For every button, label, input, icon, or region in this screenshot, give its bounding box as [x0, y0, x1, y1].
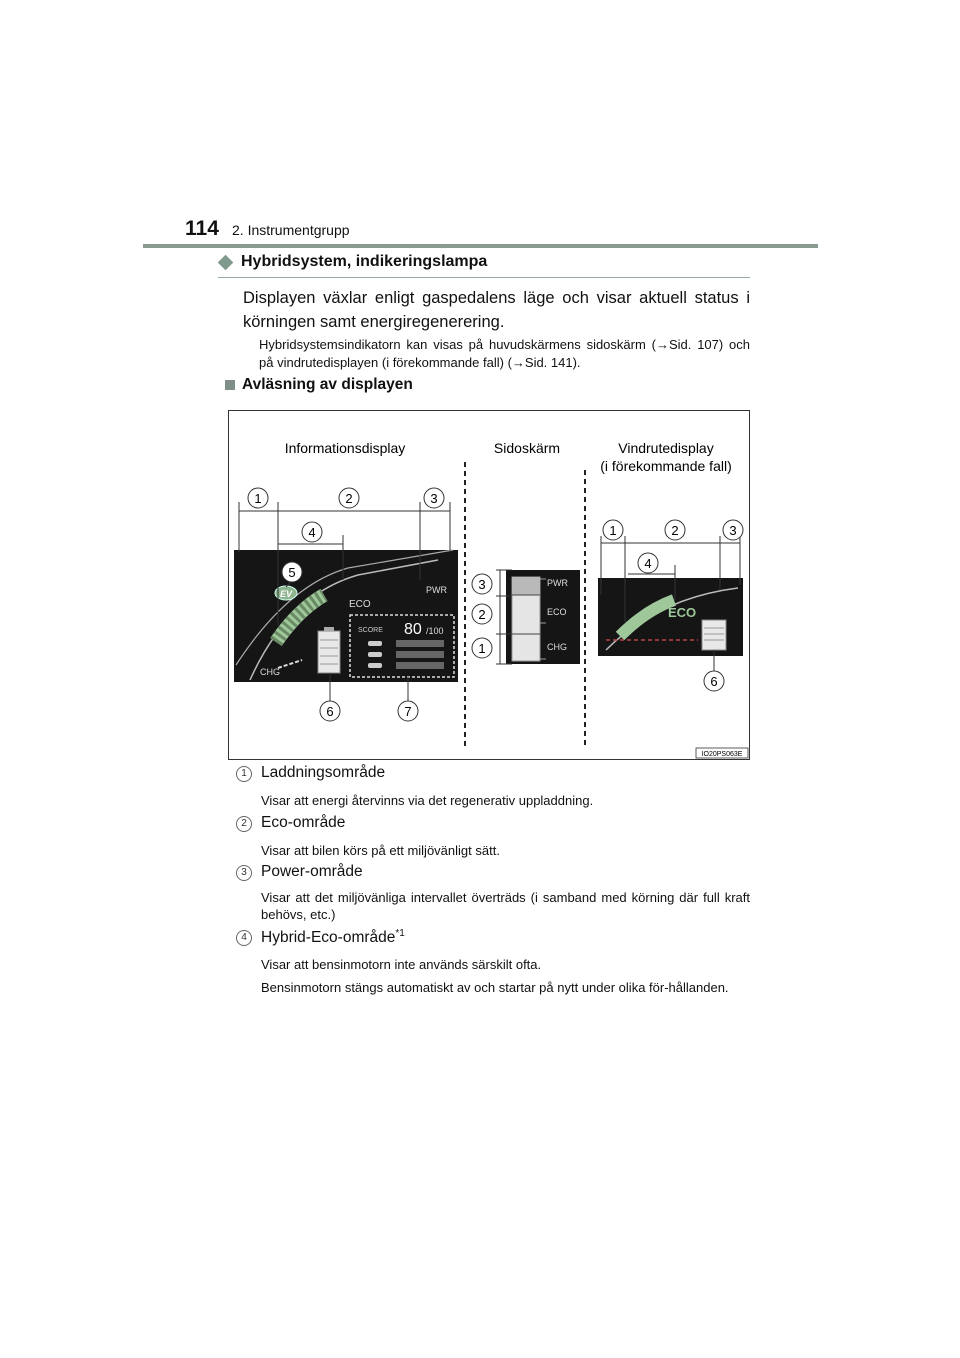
- item-title: Eco-område: [261, 814, 346, 831]
- callout-1-hud: [603, 520, 623, 540]
- item-number-badge: 1: [236, 766, 252, 782]
- svg-text:6: 6: [326, 704, 334, 719]
- item-number-badge: 3: [236, 865, 252, 881]
- callout-4-hud: [638, 553, 658, 573]
- svg-text:5: 5: [288, 565, 296, 580]
- hud-panel: [598, 578, 743, 656]
- intro-paragraph: Displayen växlar enligt gaspedalens läge och visar aktuell status i körningen samt energiregenerering.: [243, 289, 750, 331]
- item-description: Visar att bilen körs på ett miljövänligt sätt.: [261, 843, 500, 858]
- caption-side-screen: Sidoskärm: [493, 440, 561, 456]
- svg-text:1: 1: [478, 641, 486, 656]
- chg-label-side: CHG: [547, 642, 567, 652]
- item-number-badge: 2: [236, 816, 252, 832]
- figure-code: IO20PS063E: [701, 751, 743, 758]
- callout-1-info: [248, 488, 268, 508]
- svg-text:4: 4: [644, 556, 652, 571]
- item-title-text: Hybrid-Eco-område: [261, 929, 396, 947]
- callout-3-hud: [723, 520, 743, 540]
- subsection-title: Avläsning av displayen: [242, 376, 413, 393]
- item-description: Visar att bensinmotorn inte används särskilt ofta.: [261, 957, 542, 972]
- hybrid-indicator-figure: [228, 410, 750, 760]
- callout-2-info: [339, 488, 359, 508]
- callout-2-side: [472, 604, 492, 624]
- svg-text:7: 7: [404, 704, 412, 719]
- svg-text:1: 1: [609, 523, 617, 538]
- eco-label-info: ECO: [349, 599, 371, 610]
- callout-5-info: [282, 562, 302, 582]
- caption-hud-line1: Vindrutedisplay: [618, 440, 714, 456]
- callout-3-side: [472, 574, 492, 594]
- score-max: /100: [426, 626, 444, 636]
- score-value: 80: [404, 621, 422, 638]
- pwr-label-info: PWR: [426, 585, 447, 595]
- item-title: [261, 928, 405, 947]
- ev-label: EV: [280, 589, 293, 599]
- callout-6-hud: [704, 671, 724, 691]
- section-rule: [218, 277, 750, 278]
- svg-text:3: 3: [430, 491, 438, 506]
- svg-text:2: 2: [671, 523, 679, 538]
- callout-6-info: [320, 701, 340, 721]
- eco-label-side: ECO: [547, 607, 567, 617]
- callout-4-info: [302, 522, 322, 542]
- footnote-marker: *1: [395, 928, 405, 939]
- diamond-bullet-icon: [218, 254, 234, 270]
- chg-label-info: CHG: [260, 667, 280, 677]
- info-display-panel: [234, 550, 458, 682]
- svg-text:3: 3: [729, 523, 737, 538]
- eco-label-hud: ECO: [668, 605, 697, 620]
- item-description: Bensinmotorn stängs automatiskt av och startar på nytt under olika för-hållanden.: [261, 980, 729, 995]
- header-rule: [143, 244, 818, 248]
- item-description: Visar att det miljövänliga intervallet överträds (i samband med körning där full kraft behövs, etc.): [261, 890, 750, 922]
- svg-text:6: 6: [710, 674, 718, 689]
- side-screen-panel: [506, 570, 580, 664]
- section-heading: [218, 253, 487, 271]
- svg-text:4: 4: [308, 525, 316, 540]
- item-title: Power-område: [261, 863, 363, 880]
- svg-text:2: 2: [345, 491, 353, 506]
- note-paragraph: Hybridsystemsindikatorn kan visas på huvudskärmens sidoskärm (→Sid. 107) och på vindrutedisplayen (i förekommande fall) (→Sid. 141).: [259, 337, 750, 370]
- svg-text:1: 1: [254, 491, 262, 506]
- pwr-label-side: PWR: [547, 578, 568, 588]
- callout-7-info: [398, 701, 418, 721]
- subsection-heading: [225, 376, 413, 394]
- score-label: SCORE: [358, 627, 383, 634]
- square-bullet-icon: [225, 380, 235, 390]
- item-number-badge: 4: [236, 930, 252, 946]
- caption-info-display: Informationsdisplay: [284, 440, 406, 456]
- caption-hud-line2: (i förekommande fall): [600, 458, 732, 474]
- svg-text:3: 3: [478, 577, 486, 592]
- page-number: 114: [185, 217, 219, 240]
- item-description: Visar att energi återvinns via det regenerativ uppladdning.: [261, 793, 594, 808]
- svg-text:2: 2: [478, 607, 486, 622]
- section-title: Hybridsystem, indikeringslampa: [241, 253, 488, 270]
- chapter-title: 2. Instrumentgrupp: [232, 222, 350, 238]
- callout-1-side: [472, 638, 492, 658]
- callout-2-hud: [665, 520, 685, 540]
- item-title: Laddningsområde: [261, 764, 386, 781]
- callout-3-info: [424, 488, 444, 508]
